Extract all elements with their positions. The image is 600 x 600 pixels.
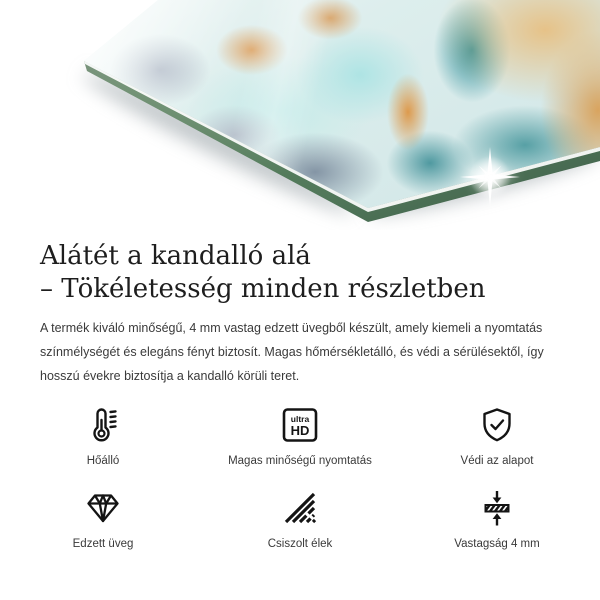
description-line: A termék kiváló minőségű, 4 mm vastag edzett üvegből készült, amely kiemeli a nyomtatás [40,321,543,335]
feature-print-quality [228,405,372,469]
feature-thickness [454,488,539,552]
feature-label: Magas minőségű nyomtatás [228,455,372,467]
feature-heat-resistant [83,405,123,469]
shield-check-icon [477,405,517,445]
feature-tempered-glass [73,488,134,552]
feature-base-protection [461,405,534,469]
diamond-icon [83,488,123,528]
product-hero-image [0,0,600,230]
description-line: színmélységét és elegáns fényt biztosít. Magas hőmérsékletálló, és védi a sérülésektől, így [40,345,544,359]
feature-label: Vastagság 4 mm [454,538,540,550]
feature-label: Edzett üveg [72,538,134,550]
product-info-section [0,240,600,388]
page-title-line2: – Tökéletesség minden részletben [40,274,486,304]
polished-edges-icon [280,488,320,528]
feature-label: Védi az alapot [460,455,534,467]
feature-label: Hőálló [86,455,120,467]
product-description [40,316,560,388]
thickness-icon [477,488,517,528]
description-line: hosszú évekre biztosítja a kandalló körüli teret. [40,369,300,383]
sparkle-icon [459,146,521,208]
ultra-hd-text-bottom: HD [290,423,310,438]
page-title-line1: Alátét a kandalló alá [40,241,311,271]
feature-label: Csiszolt élek [267,538,333,550]
thermometer-icon [83,405,123,445]
feature-polished-edges [268,488,333,552]
ultra-hd-icon [280,405,320,445]
feature-grid [8,405,592,552]
ultra-hd-text-top: ultra [290,414,310,424]
page-title [40,240,560,306]
